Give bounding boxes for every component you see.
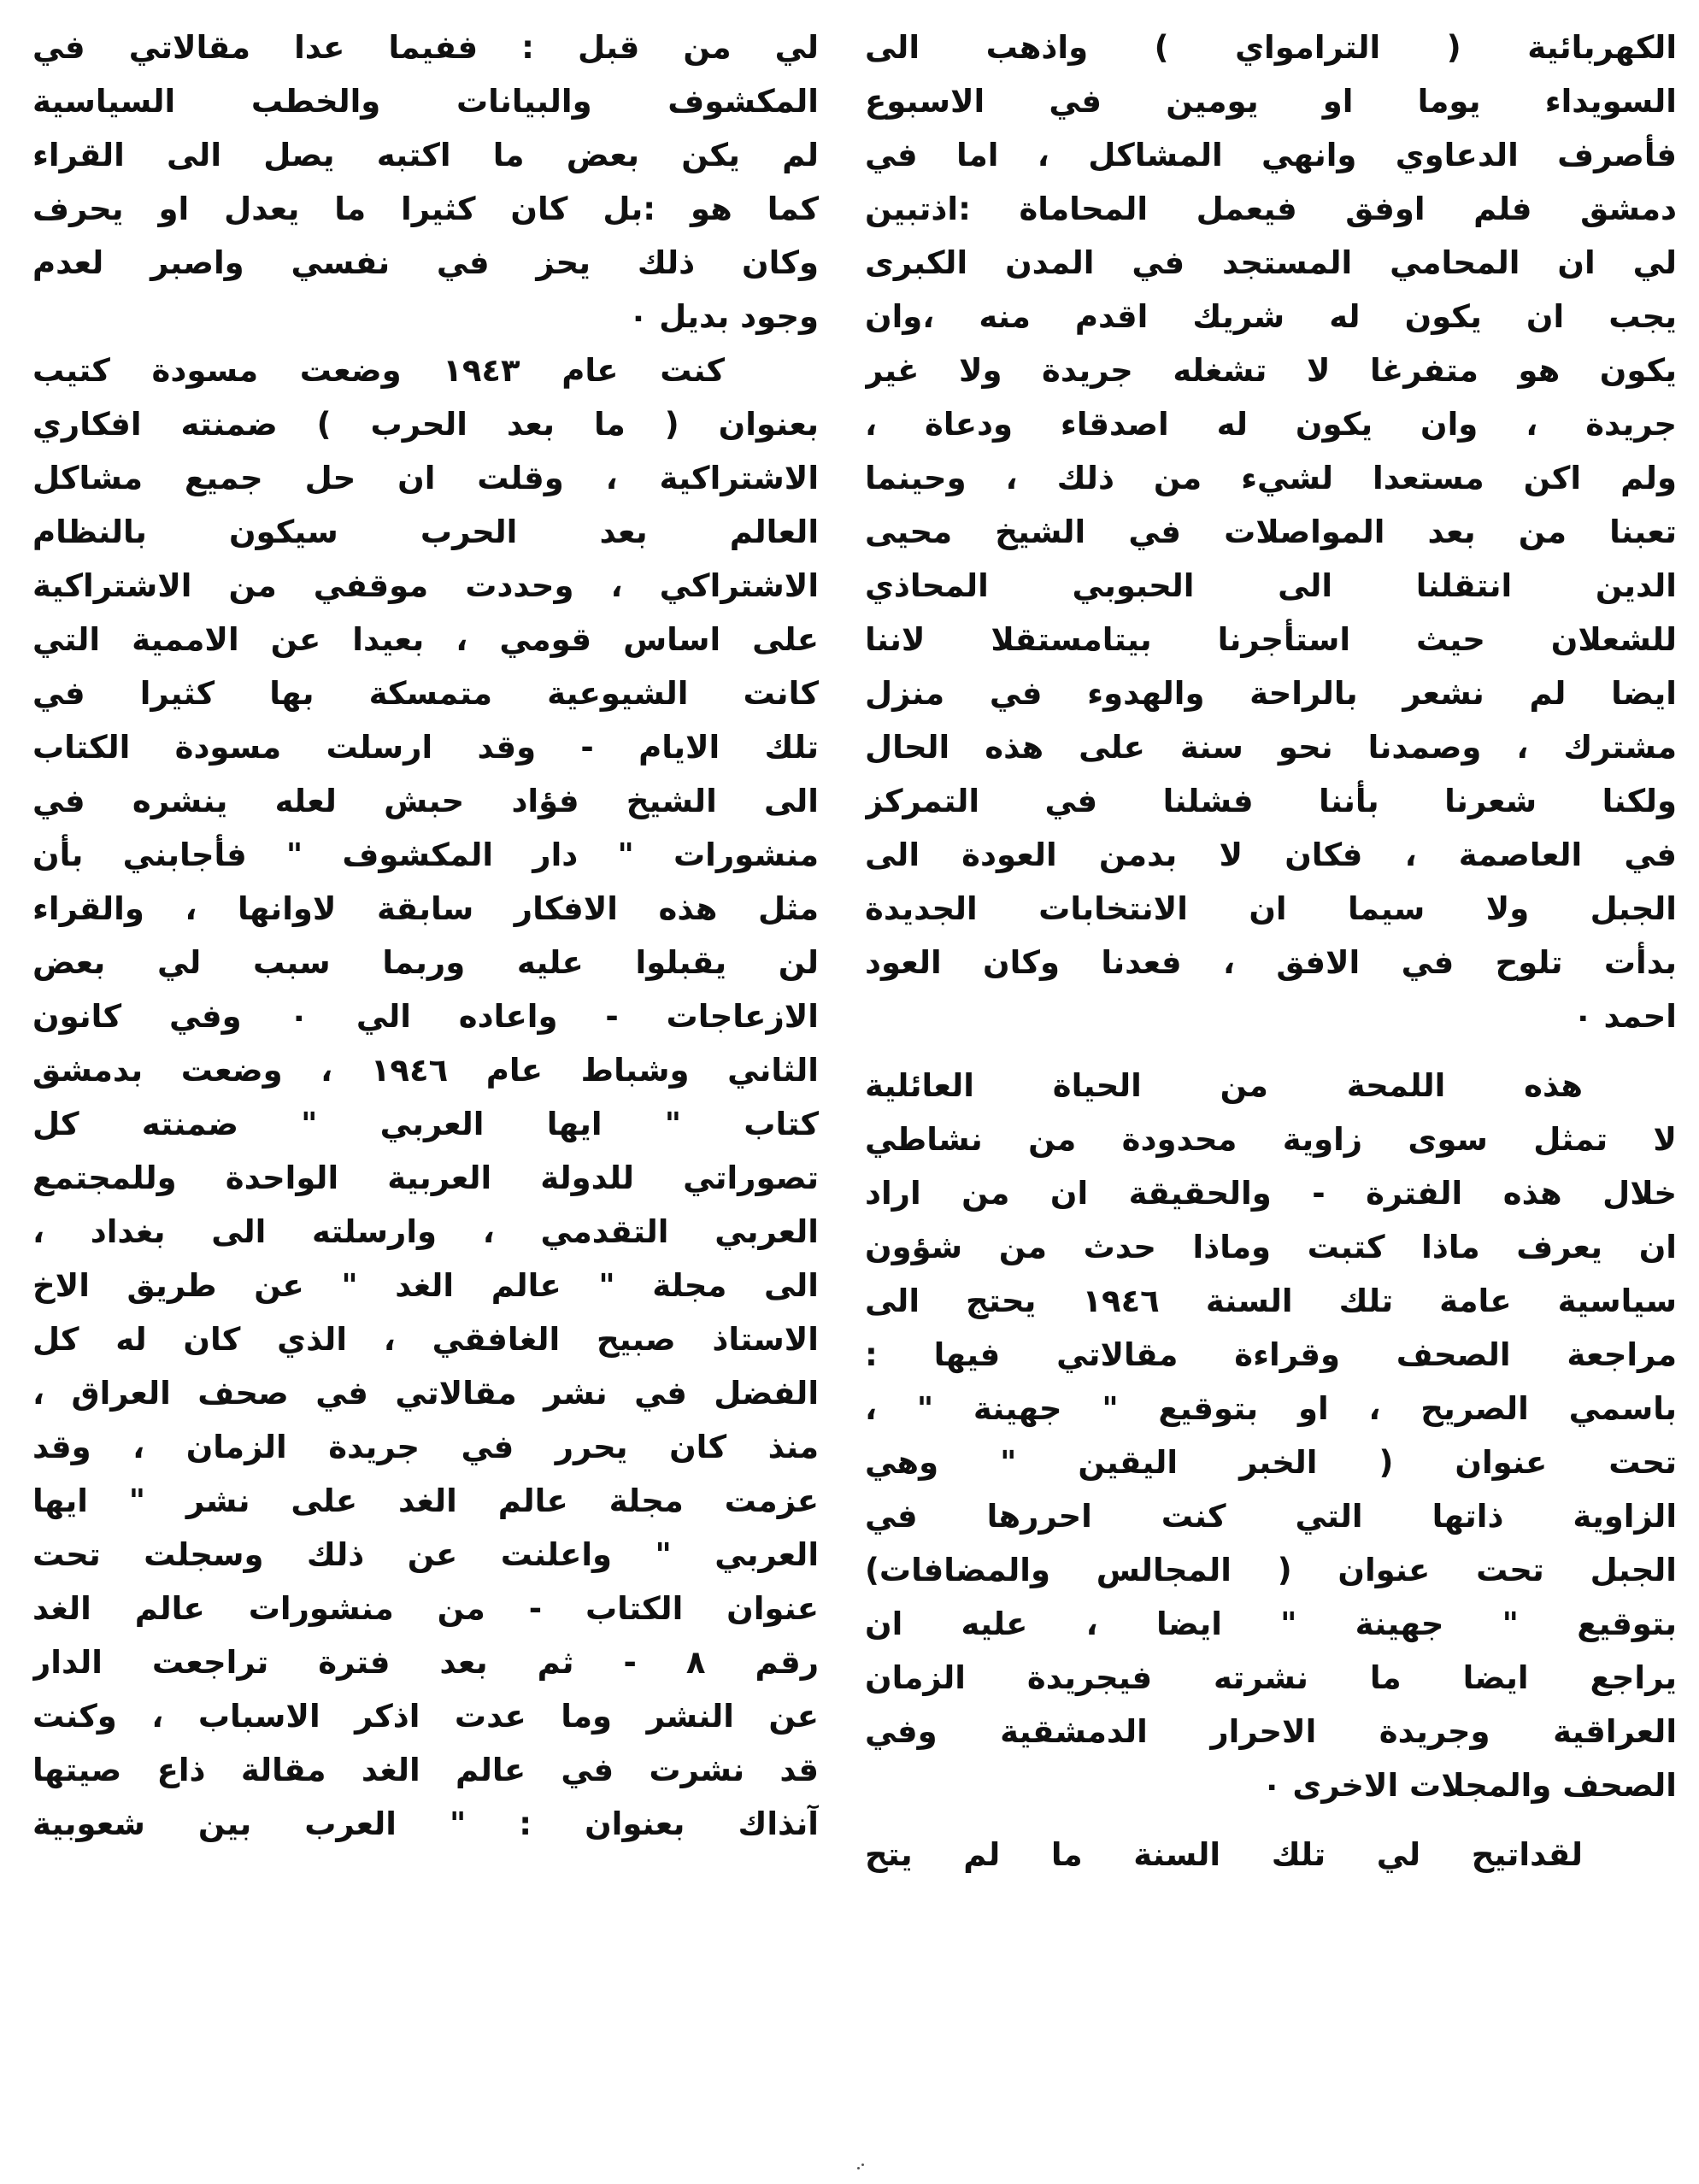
text-line: سياسية عامة تلك السنة ١٩٤٦ يحتج الى [865,1283,1677,1319]
right-text-column [865,21,1677,1882]
text-line: المكشوف والبيانات والخطب السياسية [32,83,819,120]
text-line: على اساس قومي ، بعيدا عن الاممية التي [32,621,819,658]
text-line: لا تمثل سوى زاوية محدودة من نشاطي [865,1121,1677,1158]
text-line: كانت الشيوعية متمسكة بها كثيرا في [32,675,819,712]
text-line: العربي التقدمي ، وارسلته الى بغداد ، [32,1213,819,1250]
text-line: العربي " واعلنت عن ذلك وسجلت تحت [32,1536,819,1573]
text-line: العراقية وجريدة الاحرار الدمشقية وفي [865,1713,1677,1750]
text-line: كتاب " ايها العربي " ضمنته كل [32,1106,819,1142]
text-line: الاستاذ صبيح الغافقي ، الذي كان له كل [32,1321,819,1358]
text-line: تصوراتي للدولة العربية الواحدة وللمجتمع [32,1160,819,1196]
text-line: مشترك ، وصمدنا نحو سنة على هذه الحال [865,729,1677,766]
text-line: السويداء يوما او يومين في الاسبوع [865,83,1677,120]
left-text-column [32,21,819,1851]
text-line: كما هو :بل كان كثيرا ما يعدل او يحرف [32,191,819,227]
text-line: بعنوان ( ما بعد الحرب ) ضمنته افكاري [32,406,819,443]
text-line: وكان ذلك يحز في نفسي واصبر لعدم [32,244,819,281]
text-line: خلال هذه الفترة - والحقيقة ان من اراد [865,1175,1677,1212]
text-line: ولم اكن مستعدا لشيء من ذلك ، وحينما [865,460,1677,496]
text-line: رقم ٨ - ثم بعد فترة تراجعت الدار [32,1644,819,1681]
paragraph-start-line: كنت عام ١٩٤٣ وضعت مسودة كتيب [32,352,725,389]
text-line: بتوقيع " جهينة " ايضا ، عليه ان [865,1606,1677,1642]
text-line: في العاصمة ، فكان لا بدمن العودة الى [865,837,1677,873]
text-line: بدأت تلوح في الافق ، فعدنا وكان العود [865,944,1677,981]
text-line: تحت عنوان ( الخبر اليقين " وهي [865,1444,1677,1481]
text-line: ولكنا شعرنا بأننا فشلنا في التمركز [865,783,1677,819]
text-line: الزاوية ذاتها التي كنت احررها في [865,1498,1677,1535]
text-line: يجب ان يكون له شريك اقدم منه ،وان [865,298,1677,335]
text-line: عن النشر وما عدت اذكر الاسباب ، وكنت [32,1698,819,1735]
text-line: يكون هو متفرغا لا تشغله جريدة ولا غير [865,352,1677,389]
text-line: تلك الايام - وقد ارسلت مسودة الكتاب [32,729,819,766]
text-line: الاشتراكي ، وحددت موقفي من الاشتراكية [32,567,819,604]
paragraph-end-line: وجود بديل ٠ [628,298,819,335]
text-line: الى مجلة " عالم الغد " عن طريق الاخ [32,1267,819,1304]
text-line: لي من قبل : ففيما عدا مقالاتي في [32,29,819,66]
text-line: الجبل تحت عنوان ( المجالس والمضافات) [865,1552,1677,1588]
text-line: تعبنا من بعد المواصلات في الشيخ محيى [865,514,1677,550]
text-line: جريدة ، وان يكون له اصدقاء ودعاة ، [865,406,1677,443]
text-line: مثل هذه الافكار سابقة لاوانها ، والقراء [32,890,819,927]
text-line: عنوان الكتاب - من منشورات عالم الغد [32,1590,819,1627]
text-line: لي ان المحامي المستجد في المدن الكبرى [865,244,1677,281]
scan-speck [857,2167,860,2169]
text-line: العالم بعد الحرب سيكون بالنظام [32,514,819,550]
text-line: الى الشيخ فؤاد حبش لعله ينشره في [32,783,819,819]
text-line: الفضل في نشر مقالاتي في صحف العراق ، [32,1375,819,1412]
text-line: الكهربائية ( الترامواي ) واذهب الى [865,29,1677,66]
text-line: باسمي الصريح ، او بتوقيع " جهينة " ، [865,1390,1677,1427]
text-line: آنذاك بعنوان : " العرب بين شعوبية [32,1805,819,1842]
paragraph-end-line: احمد ٠ [1573,998,1677,1035]
text-line: لن يقبلوا عليه وربما سبب لي بعض [32,944,819,981]
text-line: قد نشرت في عالم الغد مقالة ذاع صيتها [32,1752,819,1788]
text-line: عزمت مجلة عالم الغد على نشر " ايها [32,1482,819,1519]
text-line: الازعاجات - واعاده الي ٠ وفي كانون [32,998,819,1035]
text-line: لم يكن بعض ما اكتبه يصل الى القراء [32,137,819,173]
text-line: الثاني وشباط عام ١٩٤٦ ، وضعت بدمشق [32,1052,819,1089]
text-line: دمشق فلم اوفق فيعمل المحاماة :اذتبين [865,191,1677,227]
text-line: الجبل ولا سيما ان الانتخابات الجديدة [865,890,1677,927]
text-line: للشعلان حيث استأجرنا بيتامستقلا لاننا [865,621,1677,658]
paragraph-end-line: الصحف والمجلات الاخرى ٠ [1261,1767,1677,1804]
text-line: ايضا لم نشعر بالراحة والهدوء في منزل [865,675,1677,712]
text-line: الاشتراكية ، وقلت ان حل جميع مشاكل [32,460,819,496]
paragraph-start-line: هذه اللمحة من الحياة العائلية [865,1067,1583,1104]
text-line: يراجع ايضا ما نشرته فيجريدة الزمان [865,1659,1677,1696]
text-line: ان يعرف ماذا كتبت وماذا حدث من شؤون [865,1229,1677,1265]
scan-speck [861,2163,864,2166]
paragraph-start-line: لقداتيح لي تلك السنة ما لم يتح [865,1836,1583,1873]
text-line: مراجعة الصحف وقراءة مقالاتي فيها : [865,1336,1677,1373]
text-line: منذ كان يحرر في جريدة الزمان ، وقد [32,1429,819,1465]
text-line: الدين انتقلنا الى الحبوبي المحاذي [865,567,1677,604]
text-line: فأصرف الدعاوي وانهي المشاكل ، اما في [865,137,1677,173]
text-line: منشورات " دار المكشوف " فأجابني بأن [32,837,819,873]
